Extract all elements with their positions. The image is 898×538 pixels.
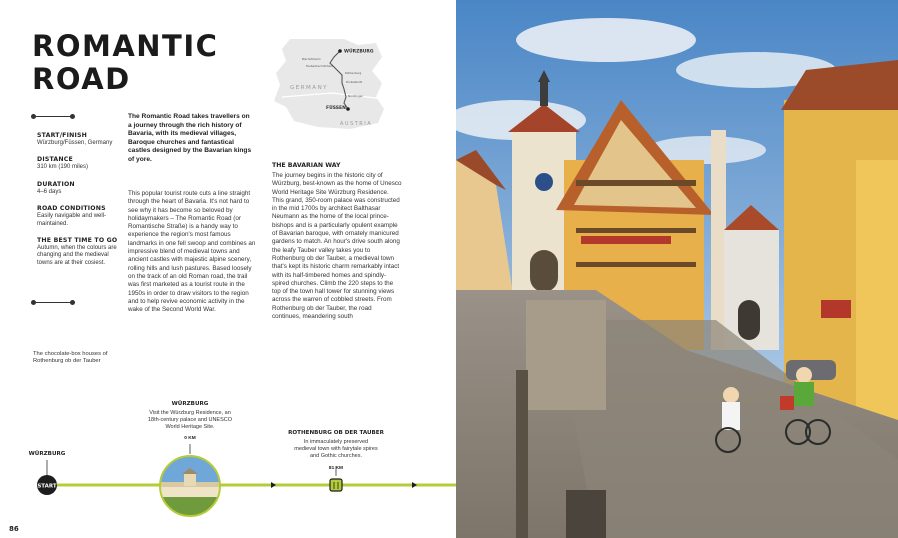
arrow-icon xyxy=(271,482,276,488)
fact-label: THE BEST TIME TO GO xyxy=(37,237,118,245)
title-line-2: ROAD xyxy=(32,62,131,96)
title-line-1: ROMANTIC xyxy=(32,29,219,63)
map-label-fussen: FÜSSEN xyxy=(326,106,346,111)
map-label-town-e: Nördlingen xyxy=(348,94,364,98)
body-column-2: This popular tourist route cuts a line straight through the heart of Bavaria. It's not hard to see why it has become so beloved by holidaymakers – The Romantic Road (or Romantische Straße) is a handy way to experience the region's most famous landmarks in one fell swoop and combines an impressive blend of medieval towns and ancient castles with majestic alpine scenery, rolling hills and lush pastures. Based loosely on the track of an old Roman road, the trail was first marketed as a tourist route in the 1950s in order to draw visitors to the region and to help revive economic activity in the wake of the Second World War. xyxy=(128,190,256,314)
stop1-name: WÜRZBURG xyxy=(171,401,209,407)
map-label-germany: GERMANY xyxy=(290,85,329,91)
fact-value: 310 km (190 miles) xyxy=(37,164,89,171)
section-heading: THE BAVARIAN WAY xyxy=(272,162,341,169)
fact-label: ROAD CONDITIONS xyxy=(37,205,106,213)
stop2-distance: 81 KM xyxy=(328,466,344,471)
fact-label: DURATION xyxy=(37,180,75,188)
intro-lead: The Romantic Road takes travellers on a journey through the rich history of Bavaria, with its medieval villages, Baroque churches and fantastical castles designed by the Bavarian kings of yore. xyxy=(128,113,252,163)
map-marker-start xyxy=(338,49,342,53)
map-label-town-c: Rothenburg xyxy=(345,71,362,75)
fact-best-time xyxy=(37,237,122,267)
fact-start-finish xyxy=(37,132,122,147)
fact-duration xyxy=(37,181,122,196)
facts-panel xyxy=(37,132,122,276)
map-marker-end xyxy=(346,107,350,111)
fact-value: 4–6 days xyxy=(37,188,62,195)
stop2-name: ROTHENBURG OB DER TAUBER xyxy=(288,430,384,436)
route-map xyxy=(272,37,390,131)
page-number: 86 xyxy=(9,525,19,533)
stop1-distance: 0 KM xyxy=(184,436,196,441)
start-label: START xyxy=(37,483,57,490)
rothenburg-street-photo xyxy=(456,0,898,538)
page-title xyxy=(32,30,218,96)
fact-value: Würzburg/Füssen, Germany xyxy=(37,140,113,146)
divider-bottom xyxy=(33,302,73,303)
fact-label: START/FINISH xyxy=(37,132,87,139)
fact-value: Easily navigable and well-maintained. xyxy=(37,213,107,227)
map-label-wurzburg: WÜRZBURG xyxy=(344,49,374,55)
map-label-austria: AUSTRIA xyxy=(340,121,373,127)
route-timeline xyxy=(0,390,456,530)
arrow-icon xyxy=(412,482,417,488)
fact-road-conditions xyxy=(37,205,122,228)
fact-value: Autumn, when the colours are changing and the medieval towns are at their cosiest. xyxy=(37,245,117,266)
stop1-description: Visit the Würzburg Residence, an 18th-century palace and UNESCO World Heritage Site. xyxy=(147,410,233,430)
tower-icon xyxy=(330,479,342,491)
map-label-town-a: Bischofsheim xyxy=(302,57,321,61)
start-city-label: WÜRZBURG xyxy=(28,451,66,457)
body-column-3: The journey begins in the historic city of Würzburg, best-known as the home of Unesco World Heritage Site Würzburg Residence. This grand, 350-room palace was constructed in the mid 1700s by architect Balthasar Neumann as the home of the local prince-bishops and is a particularly opulent example of Bavarian baroque, with ornately manicured gardens to match. An hour's drive south along the leafy Tauber valley takes you to Rothenburg ob der Tauber, a medieval town that's kept its historic charm remarkably intact with its half-timbered homes and spindly-spired churches. Climb the 220 steps to the top of the town hall tower for stunning views across the warren of cobbled streets. From Rothenburg ob der Tauber, the road continues, meandering south xyxy=(272,172,402,321)
map-label-town-d: Dinkelsbühl xyxy=(346,80,363,84)
map-label-town-b: Tauberbischofsheim xyxy=(306,64,334,68)
photo-caption: The chocolate-box houses of Rothenburg ob der Tauber xyxy=(33,351,108,364)
fact-label: DISTANCE xyxy=(37,156,73,164)
stop2-description: In immaculately preserved medieval town with fairytale spires and Gothic churches. xyxy=(294,439,378,459)
fact-distance xyxy=(37,156,122,171)
divider-top xyxy=(33,116,73,117)
